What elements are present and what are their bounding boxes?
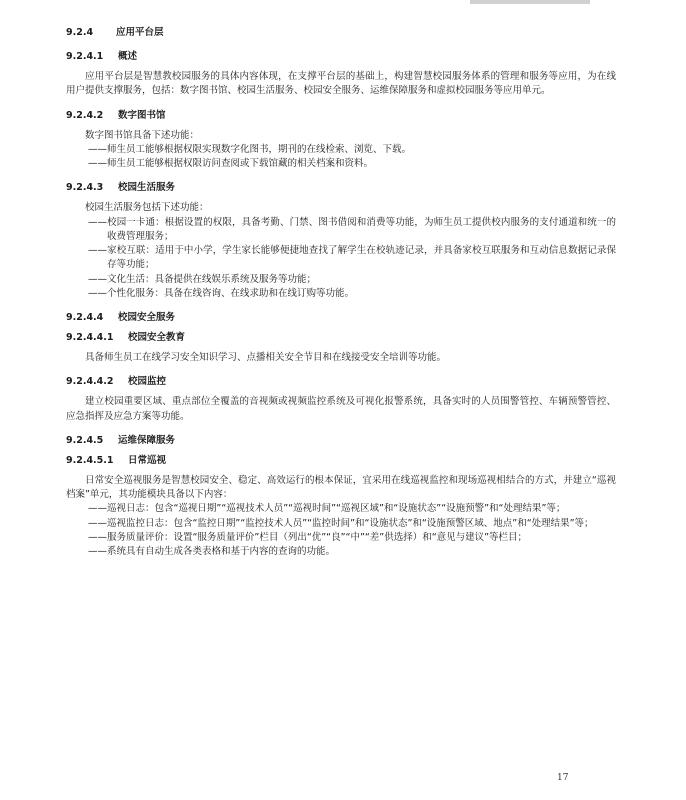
list-item: ——师生员工能够根据权限实现数字化图书，期刊的在线检索、浏览、下载。 xyxy=(88,143,412,155)
section-number: 9.2.4.3 xyxy=(66,182,104,194)
section-heading-9-2-4-1 xyxy=(66,50,616,64)
paragraph-safety-education: 具备师生员工在线学习安全知识学习、点播相关安全节目和在线接受安全培训等功能。 xyxy=(85,352,447,363)
document-page xyxy=(66,26,616,559)
section-number: 9.2.4.5 xyxy=(66,434,104,446)
section-title: 校园安全教育 xyxy=(128,332,186,343)
list-item: ——系统具有自动生成各类表格和基于内容的查询的功能。 xyxy=(88,546,336,557)
list-item: ——师生员工能够根据权限访问查阅或下载馆藏的相关档案和资料。 xyxy=(88,158,374,169)
paragraph-overview: 应用平台层是智慧教校园服务的具体内容体现，在支撑平台层的基础上，构建智慧校园服务体系的管理和服务等应用，为在线用户提供支撑服务，包括：数字图书馆、校园生活服务、校园安全服务、运维保障服务和虚拟校园服务等应用单元。 xyxy=(66,71,616,97)
section-title: 校园监控 xyxy=(128,376,167,388)
section-heading-9-2-4-5 xyxy=(66,434,616,448)
paragraph-library-intro: 数字图书馆具备下述功能： xyxy=(85,129,200,141)
section-heading-9-2-4-3 xyxy=(66,181,616,195)
list-item: ——个性化服务：具备在线咨询、在线求助和在线订购等功能。 xyxy=(88,287,355,299)
library-function-list xyxy=(66,143,616,172)
section-number: 9.2.4.4 xyxy=(66,312,104,323)
section-title: 日常巡视 xyxy=(128,454,167,466)
section-heading-9-2-4 xyxy=(66,26,616,40)
section-number: 9.2.4.4.1 xyxy=(66,332,114,343)
paragraph-daily-inspection: 日常安全巡视服务是智慧校园安全、稳定、高效运行的根本保证，宜采用在线巡视监控和现场巡视相结合的方式，并建立“巡视档案”单元，其功能模块具备以下内容： xyxy=(66,474,616,500)
running-header-rule xyxy=(470,0,590,4)
list-item: ——文化生活：具备提供在线娱乐系统及服务等功能； xyxy=(88,273,317,285)
paragraph-campus-monitoring: 建立校园重要区域、重点部位全覆盖的音视频或视频监控系统及可视化报警系统，具备实时的人员围警管控、车辆预警管控、应急指挥及应急方案等功能。 xyxy=(66,396,616,422)
section-number: 9.2.4 xyxy=(66,27,94,38)
paragraph-life-intro: 校园生活服务包括下述功能： xyxy=(85,202,209,214)
section-number: 9.2.4.1 xyxy=(66,51,104,62)
section-heading-9-2-4-5-1 xyxy=(66,454,616,468)
list-item: ——巡视日志：包含“巡视日期”“巡视技术人员”“巡视时间”“巡视区域”和“设施状态”“设施预警”和“处理结果”等； xyxy=(88,503,566,515)
page-number: 17 xyxy=(557,773,569,783)
section-title: 应用平台层 xyxy=(116,27,164,38)
section-number: 9.2.4.4.2 xyxy=(66,376,114,388)
list-item: ——家校互联：适用于中小学，学生家长能够便捷地查找了解学生在校轨迹记录，并具备家校互联服务和互动信息数据记录保存等功能； xyxy=(88,245,616,271)
life-service-list xyxy=(66,216,616,302)
list-item: ——巡视监控日志：包含“监控日期”“监控技术人员”“监控时间”和“设施状态”和“设施预警区域、地点”和“处理结果”等； xyxy=(88,517,594,529)
section-heading-9-2-4-2 xyxy=(66,109,616,123)
section-heading-9-2-4-4-1 xyxy=(66,331,616,345)
section-number: 9.2.4.5.1 xyxy=(66,454,114,466)
section-title: 概述 xyxy=(118,51,138,62)
section-title: 校园安全服务 xyxy=(118,312,176,323)
section-title: 校园生活服务 xyxy=(118,182,176,194)
section-heading-9-2-4-4-2 xyxy=(66,375,616,389)
section-title: 运维保障服务 xyxy=(118,434,176,446)
list-item: ——校园一卡通：根据设置的权限，具备考勤、门禁、图书借阅和消费等功能，为师生员工提供校内服务的支付通道和统一的收费管理服务； xyxy=(88,216,616,242)
section-title: 数字图书馆 xyxy=(118,109,166,121)
list-item: ——服务质量评价：设置“服务质量评价”栏目（列出“优”“良”“中”“差”供选择）和“意见与建议”等栏目； xyxy=(88,531,528,543)
section-number: 9.2.4.2 xyxy=(66,109,104,121)
section-heading-9-2-4-4 xyxy=(66,311,616,325)
inspection-module-list xyxy=(66,502,616,559)
